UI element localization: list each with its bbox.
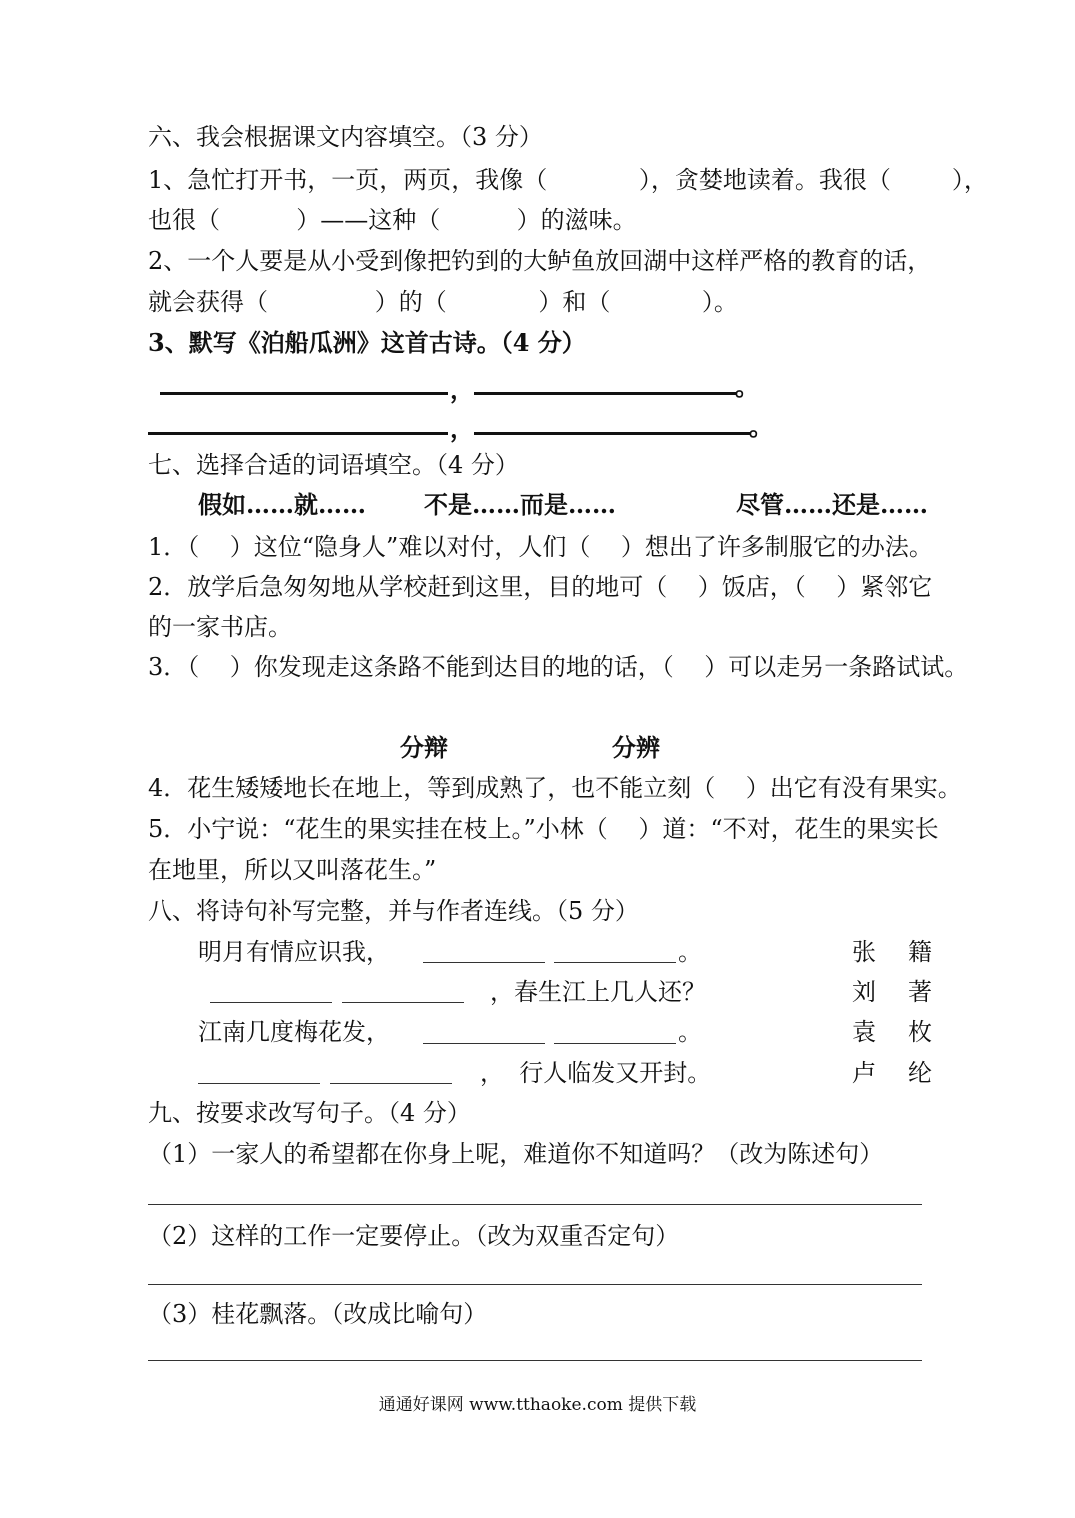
- poem-line-4-end: ， 行人临发又开封。: [480, 1059, 712, 1087]
- s7-q1: 1．（ ）这位“隐身人”难以对付，人们（ ）想出了许多制服它的办法。: [148, 533, 933, 561]
- word-choice-2: 不是……而是……: [424, 490, 616, 519]
- verse-blank-3b[interactable]: [554, 1043, 676, 1044]
- word-choice-3: 尽管……还是……: [736, 490, 928, 519]
- poem-comma-2: ，: [450, 414, 474, 443]
- s7-q5-line2: 在地里，所以又叫落花生。”: [148, 856, 437, 884]
- s7-q2-line2: 的一家书店。: [148, 613, 292, 641]
- s9-q3: （3）桂花飘落。（改成比喻句）: [148, 1300, 488, 1328]
- answer-line-3[interactable]: [148, 1360, 922, 1361]
- section-7-title: 七、选择合适的词语填空。（4 分）: [148, 451, 519, 479]
- poet-lu-lun[interactable]: 卢 纶: [852, 1059, 932, 1087]
- s6-q2-line1: 2、一个人要是从小受到像把钓到的大鲈鱼放回湖中这样严格的教育的话，: [148, 247, 932, 275]
- verse-blank-1a[interactable]: [423, 962, 545, 963]
- poem-blank-4[interactable]: [474, 432, 750, 435]
- poem-blank-2[interactable]: [474, 392, 736, 395]
- s6-q1-line2: 也很（ ）——这种（ ）的滋味。: [148, 206, 637, 234]
- s9-q1: （1）一家人的希望都在你身上呢，难道你不知道吗？（改为陈述句）: [148, 1140, 884, 1168]
- poem-period-2: 。: [749, 412, 773, 441]
- poet-yuan-mei[interactable]: 袁 枚: [852, 1018, 932, 1046]
- answer-line-2[interactable]: [148, 1284, 922, 1285]
- s7-q5-line1: 5．小宁说：“花生的果实挂在枝上。”小林（ ）道：“不对，花生的果实长: [148, 815, 939, 843]
- word-choice-1: 假如……就……: [198, 490, 366, 519]
- s7-q4: 4．花生矮矮地长在地上，等到成熟了，也不能立刻（ ）出它有没有果实。: [148, 774, 962, 802]
- s9-q2: （2）这样的工作一定要停止。（改为双重否定句）: [148, 1222, 680, 1250]
- section-8-title: 八、将诗句补写完整，并与作者连线。（5 分）: [148, 897, 639, 925]
- s6-q2-line2: 就会获得（ ）的（ ）和（ ）。: [148, 288, 738, 316]
- section-6-title: 六、我会根据课文内容填空。（3 分）: [148, 123, 543, 151]
- word-choice-fenbian-1: 分辩: [400, 733, 448, 762]
- s7-q2-line1: 2．放学后急匆匆地从学校赶到这里，目的地可（ ）饭店，（ ）紧邻它: [148, 573, 933, 601]
- s7-q3: 3．（ ）你发现走这条路不能到达目的地的话，（ ）可以走另一条路试试。: [148, 653, 969, 681]
- verse-blank-2a[interactable]: [210, 1002, 332, 1003]
- word-choice-fenbian-2: 分辨: [612, 733, 660, 762]
- section-9-title: 九、按要求改写句子。（4 分）: [148, 1099, 471, 1127]
- verse-blank-4a[interactable]: [198, 1083, 320, 1084]
- poem-comma-1: ，: [450, 375, 474, 404]
- footer-source: 通通好课网 www.tthaoke.com 提供下载: [378, 1395, 697, 1415]
- verse-blank-3a[interactable]: [423, 1043, 545, 1044]
- poem-blank-3[interactable]: [148, 432, 448, 435]
- poet-liu-zhu[interactable]: 刘 著: [852, 978, 932, 1006]
- s6-q3: 3、默写《泊船瓜洲》这首古诗。（4 分）: [148, 328, 586, 357]
- poem-line-2-end: ，春生江上几人还？: [490, 978, 706, 1006]
- s6-q1-line1: 1、急忙打开书，一页，两页，我像（ ），贪婪地读着。我很（ ），: [148, 166, 988, 194]
- verse-blank-1b[interactable]: [554, 962, 676, 963]
- poem-line-3-end: 。: [678, 1018, 702, 1046]
- poet-zhang-ji[interactable]: 张 籍: [852, 938, 932, 966]
- poem-period-1: 。: [735, 372, 759, 401]
- poem-line-3: 江南几度梅花发，: [198, 1018, 390, 1046]
- verse-blank-2b[interactable]: [342, 1002, 464, 1003]
- poem-line-1: 明月有情应识我，: [198, 938, 390, 966]
- poem-blank-1[interactable]: [160, 392, 448, 395]
- poem-line-1-end: 。: [678, 938, 702, 966]
- verse-blank-4b[interactable]: [330, 1083, 452, 1084]
- answer-line-1[interactable]: [148, 1204, 922, 1205]
